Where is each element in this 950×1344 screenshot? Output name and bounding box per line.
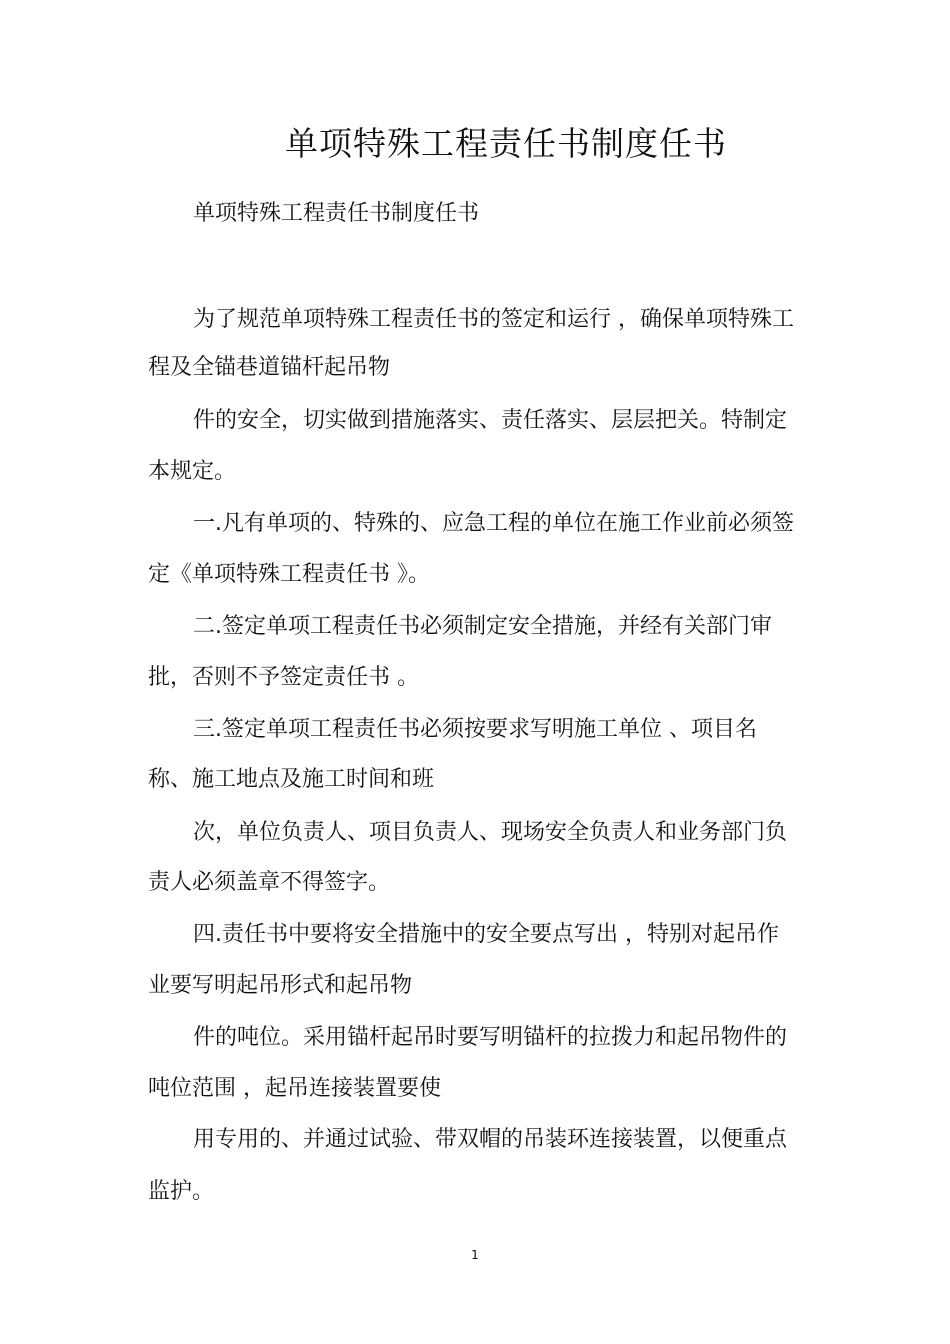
paragraph-line: 定《单项特殊工程责任书 》。 bbox=[148, 562, 430, 587]
paragraph-line: 件的安全，切实做到措施落实、责任落实、层层把关。特制定 bbox=[193, 408, 788, 433]
page-number: 1 bbox=[471, 1248, 479, 1262]
paragraph-line: 次，单位负责人、项目负责人、现场安全负责人和业务部门负 bbox=[193, 820, 788, 845]
paragraph-line: 批，否则不予签定责任书 。 bbox=[148, 665, 419, 690]
paragraph-line: 三.签定单项工程责任书必须按要求写明施工单位 、项目名 bbox=[193, 717, 757, 742]
paragraph-line: 四.责任书中要将安全措施中的安全要点写出 ，特别对起吊作 bbox=[193, 922, 779, 947]
paragraph-line: 件的吨位。采用锚杆起吊时要写明锚杆的拉拨力和起吊物件的 bbox=[193, 1025, 788, 1050]
paragraph-line: 监护。 bbox=[148, 1179, 215, 1204]
paragraph-line: 吨位范围 ，起吊连接装置要使 bbox=[148, 1076, 441, 1101]
document-title: 单项特殊工程责任书制度任书 bbox=[285, 124, 727, 163]
paragraph-line: 程及全锚巷道锚杆起吊物 bbox=[148, 355, 391, 380]
document-subtitle: 单项特殊工程责任书制度任书 bbox=[193, 201, 480, 226]
paragraph-line: 本规定。 bbox=[148, 459, 237, 484]
paragraph-line: 二.签定单项工程责任书必须制定安全措施，并经有关部门审 bbox=[193, 614, 772, 639]
paragraph-line: 称、施工地点及施工时间和班 bbox=[148, 767, 435, 792]
paragraph-line: 责人必须盖章不得签字。 bbox=[148, 870, 391, 895]
paragraph-line: 为了规范单项特殊工程责任书的签定和运行 ，确保单项特殊工 bbox=[193, 307, 794, 332]
paragraph-line: 一.凡有单项的、特殊的、应急工程的单位在施工作业前必须签 bbox=[193, 511, 794, 536]
paragraph-line: 业要写明起吊形式和起吊物 bbox=[148, 973, 413, 998]
paragraph-line: 用专用的、并通过试验、带双帽的吊装环连接装置，以便重点 bbox=[193, 1127, 788, 1152]
